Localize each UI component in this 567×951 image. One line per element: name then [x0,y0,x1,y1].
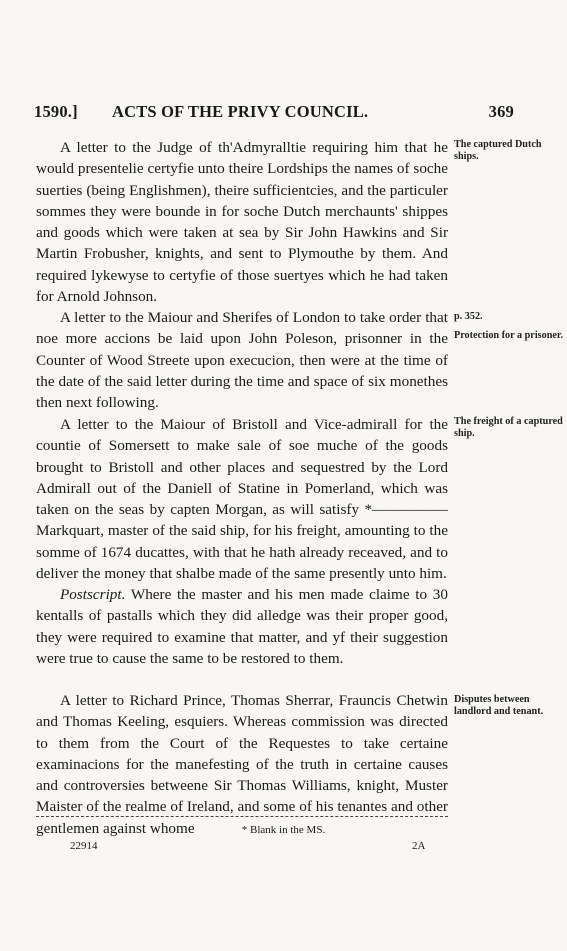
postscript-text: Where the master and his men made claime to 30 kentalls of pastalls which they did alledge was their proper good, they were required to examine that matter, and yf their suggestion were true to cause the same to be restored to them. [36,586,448,667]
postscript-label: Postscript. [60,586,126,603]
paragraph-postscript [36,584,448,669]
paragraph-admiralty-letter: A letter to the Judge of th'Admyralltie requiring him that he would presentelie certyfie unto theire Lordships the names of soche suerties (being Englishmen), theire sufficientcies, and the particuler sommes they were bounde in for soche Dutch merchaunts' shippes and goods which were taken at sea by Sir John Hawkins and Sir Martin Frobusher, knights, and sent to Plymouthe by them. And required lykewyse to certyfie of those suertyes which he had taken for Arnold Johnson. [36,139,448,306]
footnote-rule [36,816,448,817]
paragraph-bristoll-letter: A letter to the Maiour of Bristoll and Vice-admirall for the countie of Somersett to make sale of soe muche of the goods brought to Bristoll and other places and sequestred by the Lord Admirall out of the Daniell of Statine in Pomerland, which was taken on the seas by capten Morgan, as will satisfy *————— Markquart, master of the said ship, for his freight, amounting to the somme of 1674 ducattes, with that he hath already receaved, and to deliver the money that shalbe made of the same presently unto him. [36,416,448,583]
running-header [34,102,514,126]
margin-note-page-ref: p. 352. [454,311,483,322]
margin-note-freight: The freight of a captured ship. [454,416,563,439]
margin-note-dutch-ships: The captured Dutch ships. [454,139,542,162]
paragraph-london-letter: A letter to the Maiour and Sherifes of London to take order that noe more accions be laid upon John Poleson, prisonner in the Counter of Wood Streete upon execucion, then were at the time of the date of the said letter during the time and space of six monethes then next following. [36,309,448,412]
page-number: 369 [488,102,514,121]
margin-note-disputes: Disputes between landlord and tenant. [454,694,544,717]
margin-note-prisoner: Protection for a prisoner. [454,330,564,341]
footnote: * Blank in the MS. [241,824,326,836]
header-title: ACTS OF THE PRIVY COUNCIL. [112,102,369,121]
signature-mark-left: 22914 [70,840,98,852]
signature-mark-right: 2A [412,840,426,852]
header-year: 1590.] [34,102,78,121]
paragraph-commission-letter: A letter to Richard Prince, Thomas Sherrar, Frauncis Chetwin and Thomas Keeling, esquiers. Whereas commission was directed to them from the Court of the Requestes to take certaine examinacions for the manefesting of the truth in certaine causes and controversies betweene Sir Thomas Williams, knight, Muster Maister of the realme of Ireland, and some of his tenantes and other gentlemen against whome [36,692,448,837]
